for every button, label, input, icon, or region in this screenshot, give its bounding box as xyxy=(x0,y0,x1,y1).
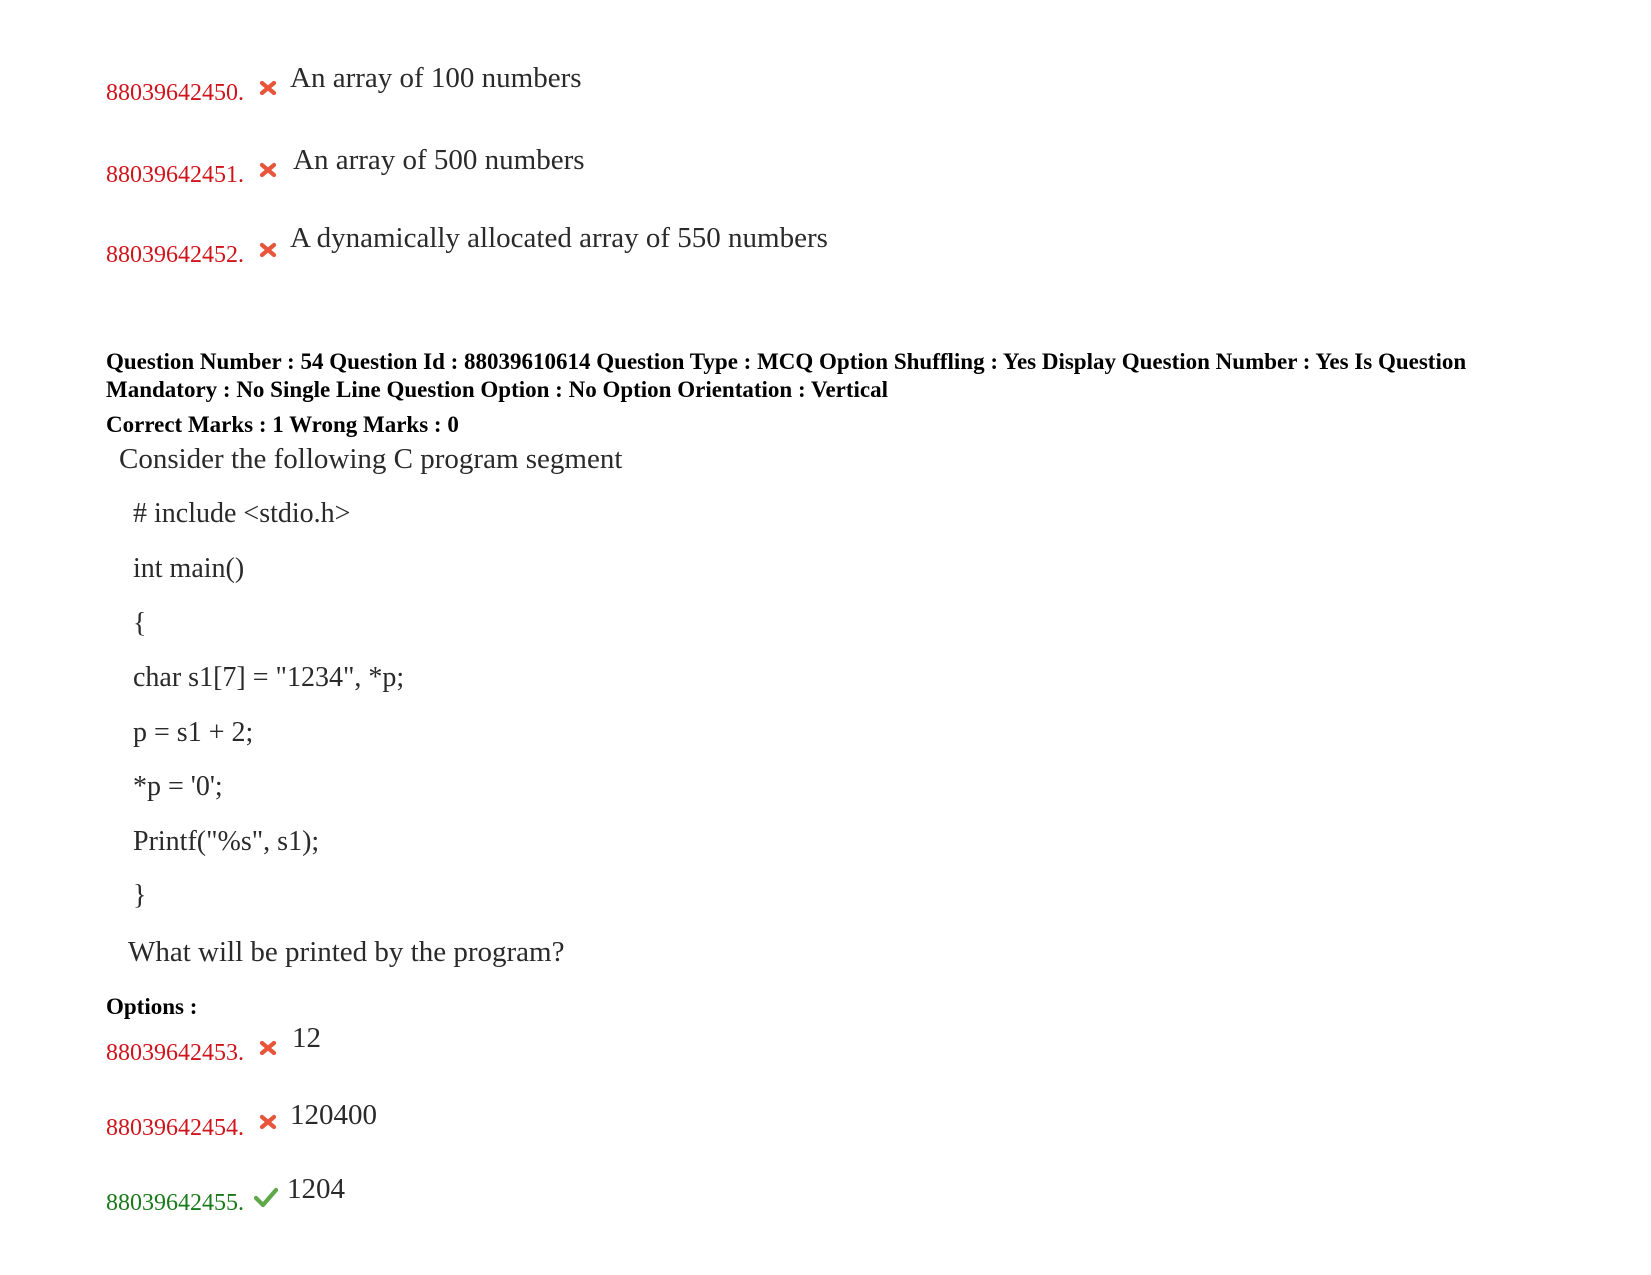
cross-icon xyxy=(258,160,278,180)
option-id: 88039642452. xyxy=(106,242,244,268)
question-prompt: What will be printed by the program? xyxy=(128,936,565,968)
code-line: Printf("%s", s1); xyxy=(133,826,320,857)
cross-icon xyxy=(258,78,278,98)
cross-icon xyxy=(258,1112,278,1132)
question-intro: Consider the following C program segment xyxy=(119,443,623,475)
check-icon xyxy=(254,1186,278,1208)
code-line: *p = '0'; xyxy=(133,771,223,802)
code-line: int main() xyxy=(133,553,245,584)
cross-icon xyxy=(258,1038,278,1058)
option-id: 88039642451. xyxy=(106,162,244,188)
question-marks: Correct Marks : 1 Wrong Marks : 0 xyxy=(106,412,459,437)
code-line: } xyxy=(133,880,147,911)
option-text: 120400 xyxy=(290,1099,377,1131)
cross-icon xyxy=(258,240,278,260)
option-text: 1204 xyxy=(287,1173,345,1205)
code-line: # include <stdio.h> xyxy=(133,498,351,529)
option-id: 88039642450. xyxy=(106,80,244,106)
option-text: 12 xyxy=(292,1022,321,1054)
option-id: 88039642453. xyxy=(106,1040,244,1066)
code-line: p = s1 + 2; xyxy=(133,717,254,748)
option-text: A dynamically allocated array of 550 numbers xyxy=(290,222,828,254)
options-label: Options : xyxy=(106,994,198,1019)
option-text: An array of 500 numbers xyxy=(293,144,585,176)
code-line: char s1[7] = "1234", *p; xyxy=(133,662,405,693)
code-line: { xyxy=(133,608,147,639)
question-meta: Question Number : 54 Question Id : 88039610614 Question Type : MCQ Option Shuffling : Yes Display Question Number : Yes Is Question Mandatory : No Single Line Question Option : No Option Orientation : Vertical xyxy=(106,349,1467,402)
option-text: An array of 100 numbers xyxy=(290,62,582,94)
option-id: 88039642454. xyxy=(106,1115,244,1141)
option-id: 88039642455. xyxy=(106,1190,244,1216)
